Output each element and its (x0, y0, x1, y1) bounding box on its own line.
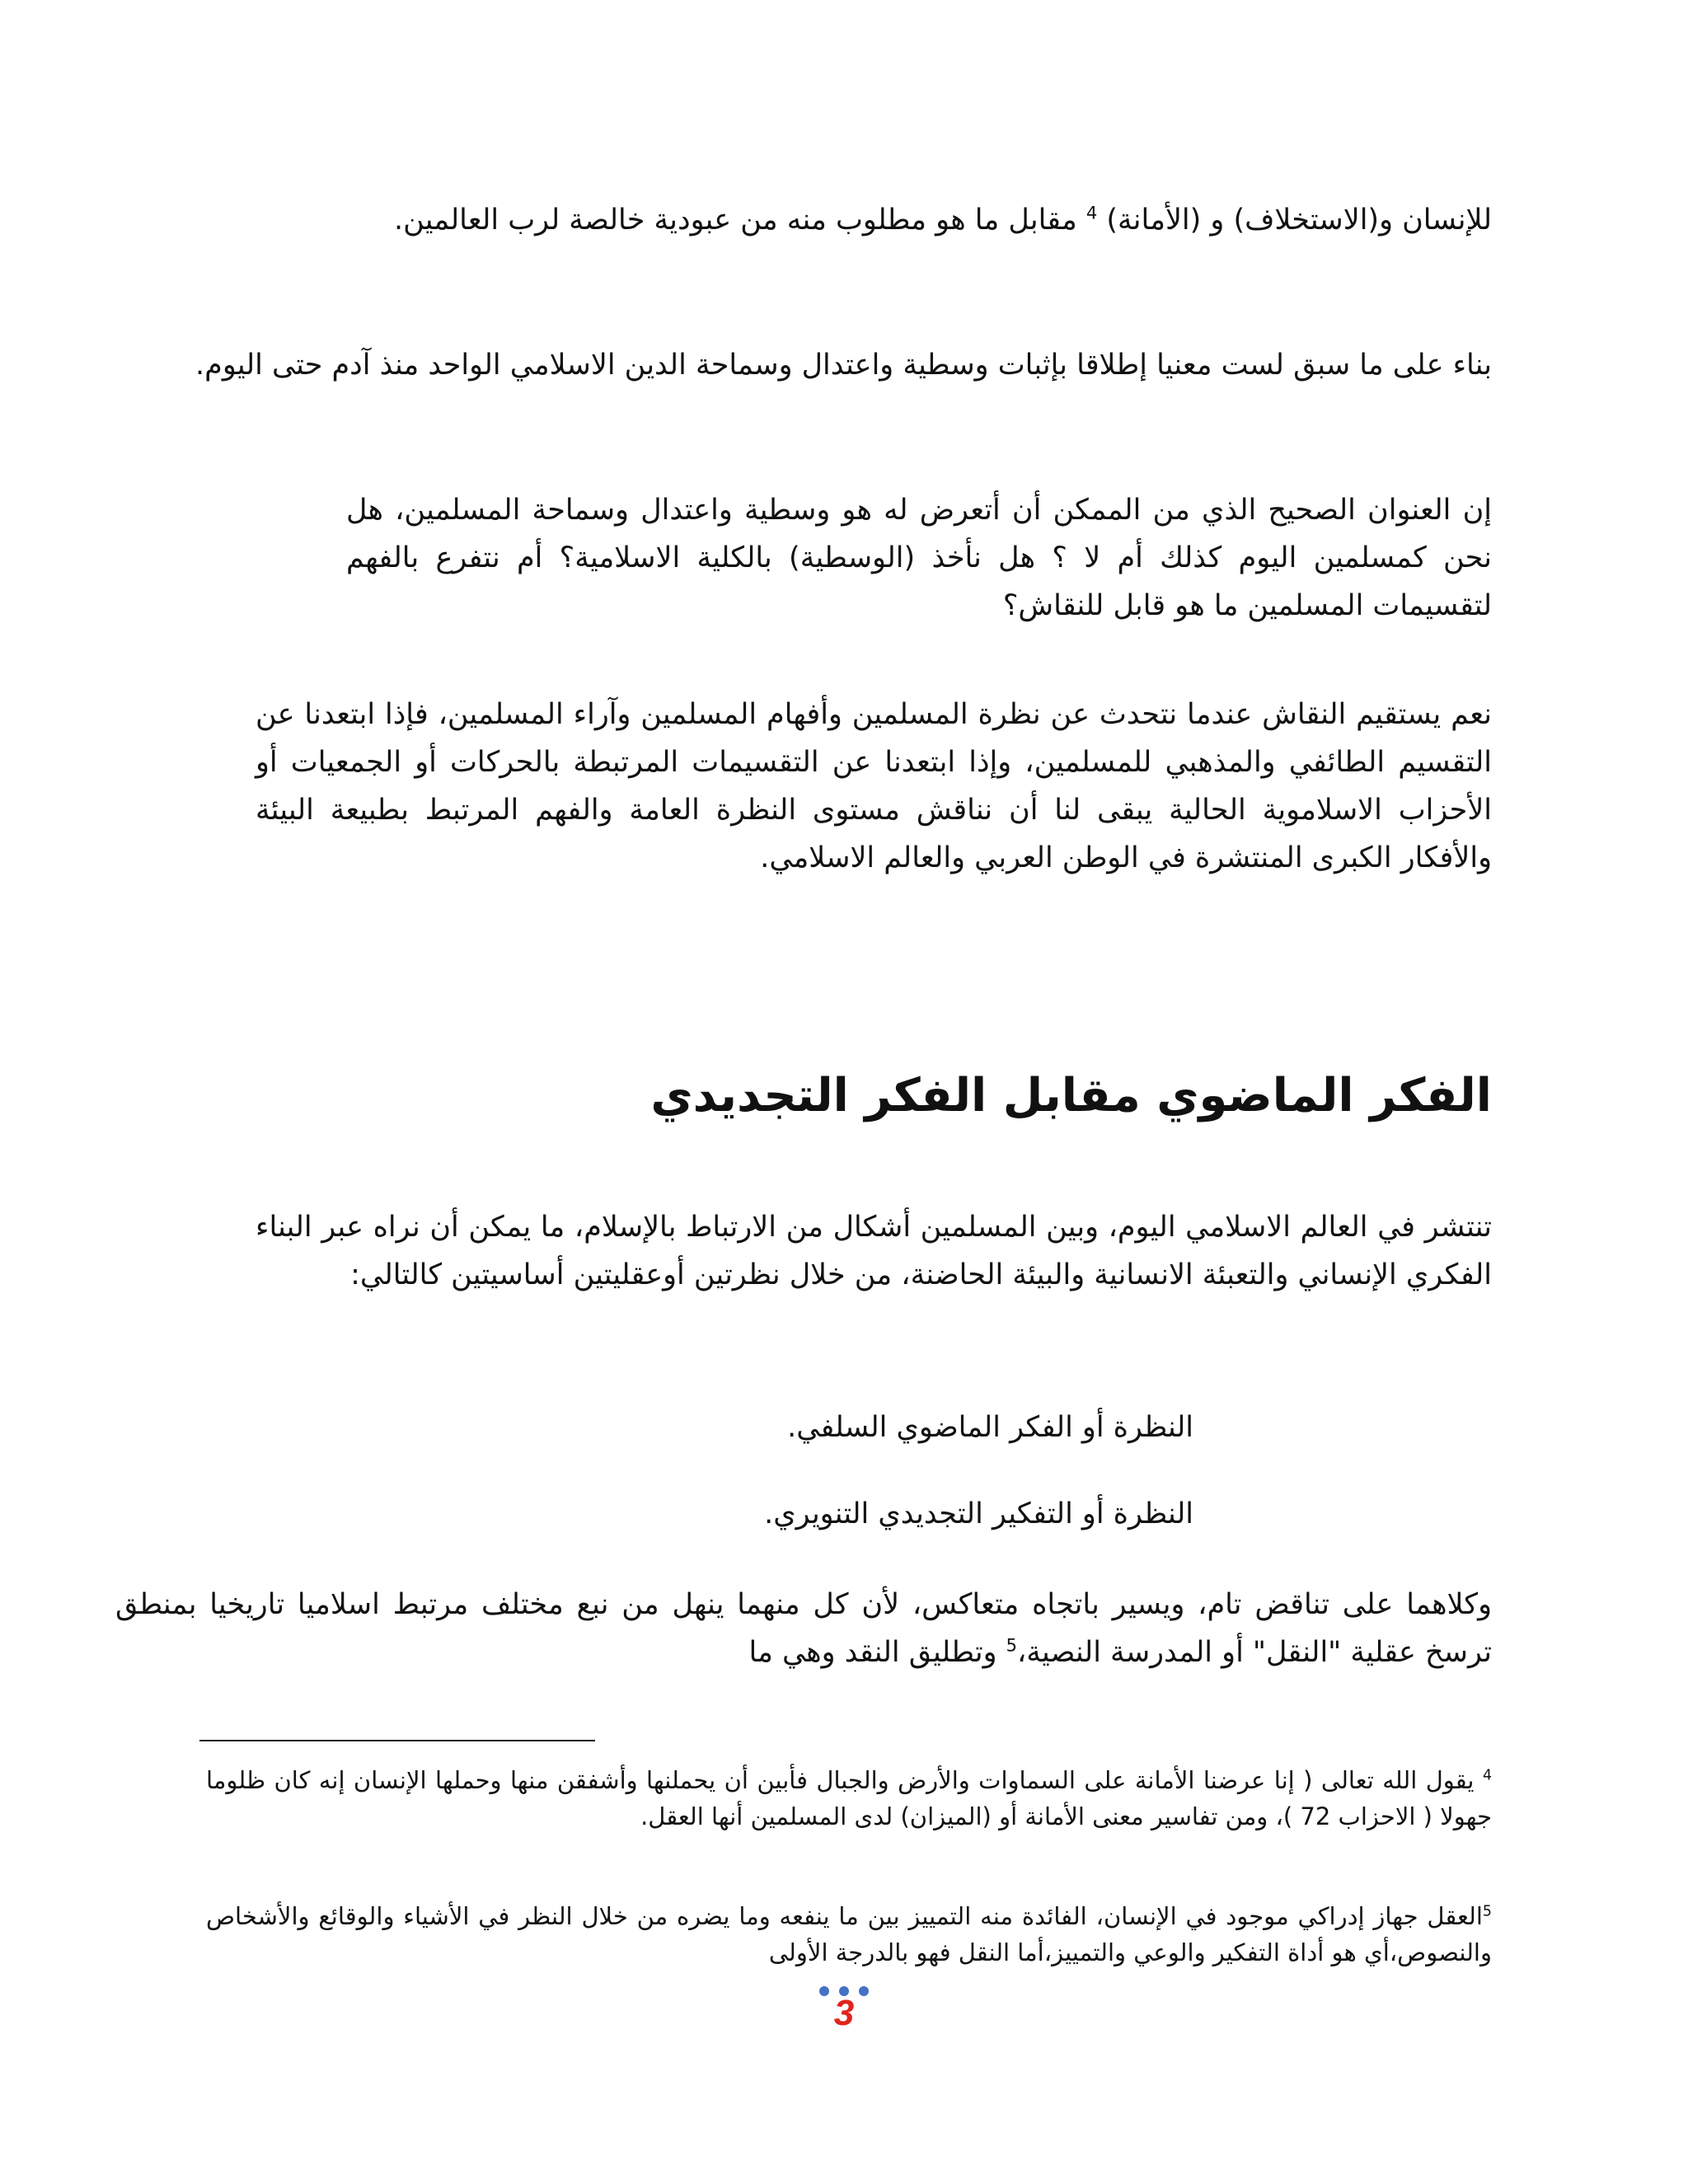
paragraph-text: للإنسان و(الاستخلاف) و (الأمانة) (1106, 204, 1492, 237)
footnote-5 (206, 1898, 1492, 1971)
paragraph-text: وكلاهما على تناقض تام، ويسير باتجاه متعاكس، لأن كل منهما ينهل من نبع مختلف مرتبط اسلاميا تاريخيا بمنطق ترسخ عقلية "النقل" أو المدرسة النصية، (115, 1588, 1492, 1669)
footnote-ref-5[interactable]: 5 (1006, 1635, 1017, 1656)
paragraph-text: وتطليق النقد وهي ما (748, 1636, 997, 1669)
list-item-2: النظرة أو التفكير التجديدي التنويري. (764, 1497, 1193, 1530)
footnote-separator (199, 1740, 595, 1741)
paragraph-3: إن العنوان الصحيح الذي من الممكن أن أتعرض له هو وسطية واعتدال وسماحة المسلمين، هل نحن كمسلمين اليوم كذلك أم لا ؟ هل نأخذ (الوسطية) بالكلية الاسلامية؟ أم نتفرع بالفهم لتقسيمات المسلمين ما هو قابل للنقاش؟ (346, 494, 1492, 622)
paragraph-continuation (198, 196, 1492, 244)
closing-paragraph (115, 1581, 1492, 1676)
footnote-text: العقل جهاز إدراكي موجود في الإنسان، الفائدة منه التمييز بين ما ينفعه وما يضره من خلال النظر في الأشياء والوقائع والأشخاص والنصوص،أي هو أداة التفكير والوعي والتمييز،أما النقل فهو بالدرجة الأولى (206, 1902, 1492, 1966)
footnote-ref-4[interactable]: 4 (1085, 203, 1098, 223)
paragraph-2: بناء على ما سبق لست معنيا إطلاقا بإثبات وسطية واعتدال وسماحة الدين الاسلامي الواحد منذ آدم حتى اليوم. (195, 349, 1492, 382)
paragraph-text: مقابل ما هو مطلوب منه من عبودية خالصة لرب العالمين. (393, 204, 1077, 237)
section-intro: تنتشر في العالم الاسلامي اليوم، وبين المسلمين أشكال من الارتباط بالإسلام، ما يمكن أن نراه عبر البناء الفكري الإنساني والتعبئة الانسانية والبيئة الحاضنة، من خلال نظرتين أوعقليتين أساسيتين كالتالي: (256, 1211, 1492, 1291)
page-number: 3 (833, 1993, 855, 2033)
footnote-text: يقول الله تعالى ( إنا عرضنا الأمانة على السماوات والأرض والجبال فأبين أن يحملنها وأشفقن منها وحملها الإنسان إنه كان ظلوما جهولا ( الاحزاب 72 )، ومن تفاسير معنى الأمانة أو (الميزان) لدى المسلمين أنها العقل. (206, 1766, 1492, 1830)
footnote-number: 4 (1482, 1767, 1493, 1784)
paragraph-4: نعم يستقيم النقاش عندما نتحدث عن نظرة المسلمين وأفهام المسلمين وآراء المسلمين، فإذا ابتعدنا عن التقسيم الطائفي والمذهبي للمسلمين، وإذا ابتعدنا عن التقسيمات المرتبطة بالحركات أو الجمعيات أو الأحزاب الاسلاموية الحالية يبقى لنا أن نناقش مستوى النظرة العامة والفهم المرتبط بطبيعة البيئة والأفكار الكبرى المنتشرة في الوطن العربي والعالم الاسلامي. (256, 698, 1492, 874)
footnote-4 (206, 1762, 1492, 1835)
section-heading: الفكر الماضوي مقابل الفكر التجديدي (650, 1069, 1492, 1122)
footnote-number: 5 (1482, 1903, 1492, 1920)
list-item-1: النظرة أو الفكر الماضوي السلفي. (787, 1411, 1193, 1444)
